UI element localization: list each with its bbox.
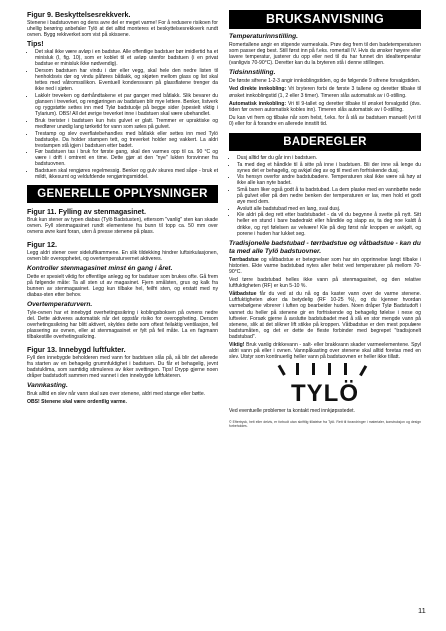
tylo-logo-icon — [250, 363, 400, 405]
direct-switch-body: Vri bryteren forbi de første 3 tallene og deretter tilbake til ønsket innkoblingstid (1, 2 eller 3 timer). Timeren slås automatisk av i 0-stilling. — [229, 86, 421, 99]
fig11-text: Bruk kun stener av typen diabas (Tylö Badstusten), ettersom "vanlig" sten kan skade ovnen. Fyll stenmagasinet rundt elementene fra bunn til topp ca. 50 mm over ovnens øvre kant foran, uten å presse stenene på plass. — [27, 217, 218, 236]
wet-sauna-lead: Våtbadstue — [229, 291, 257, 298]
fig9-text: Stenene i badstuovnen og dens avre del er meget varme! For å redusere risikoen for uhellig berøring anbefaler Tylö at det alltid monteres et beskyttelsesrekkverk rundt ovnen. Bygg rekkverket som vist på skissene. — [27, 20, 218, 39]
rules-item: • Vis hensyn overfor andre badstubadere. Temperaturen skal ikke være så høy at ikke alle kan nyte badet. — [237, 174, 421, 186]
tips-item: • Før badstuen tas i bruk for første gang, skal den varmes opp til ca. 90 °C og være i drift i omtrent en time. Dette gjør at den "nye" lukten forsvinner fra badstuovnen. — [35, 149, 218, 167]
tylo-logo-text: TYLÖ — [291, 380, 359, 406]
dry-sauna-text — [229, 257, 421, 275]
fig13-text: Fyll den innebygde beholderen med vann for badstuen slås på, så blir det allerede fra starten av en behagelig grumnfuktighet i badstuen. Du får et behagelig, jevnt badstuklima, som samtidig stimuleres av ikker svettingen. Tips! Drypp gjerne noen dråper badstudoft sammen med vannet i den innebygde luftfukteren. — [27, 354, 218, 379]
auto-switch-text — [229, 101, 421, 113]
copyright: © Eftertryck, helt eller delvis, er forbudt utan skriftlig tillatelse fra Tylö. Rett til forandringer i materialer, konstruksjon og design forbeholdes. — [229, 420, 421, 429]
right-column — [229, 10, 421, 431]
tips-list — [27, 49, 218, 180]
time-heading: Tidsinnstilling. — [229, 69, 276, 77]
control-text: Dette er spesielt viktig for offentlige anlegg og for badstuer som brukes ofte. Gå frem på følgende måte: Ta all sten ut av magasinet. Fjern smålsten, grus og kalk fra bunnen av stenmagasinet. Legg kun tilbake hel, feilfri sten, og erstatt med ny diabas-sten etter behov. — [27, 273, 218, 298]
control-heading: Kontroller stenmagasinet minst én gang i året. — [27, 264, 173, 272]
wet-sauna-body: får du ved at du nå og da kaster vann over de varme stenene. Luftfuktigheten øker da betydelig (RF 10-25 %), og du kjenner hvordan varmebølgene vibrerer i luften og bearbeider huden. Noen dråper Tylø Badstudoft i vannet du heller på stenene gir en forfriskende og behagelig følelse i nese og luftveier. Forsøk gjerne å avslutte badstubadet med å slå en stor mengde vann på stenene, slik at det slikner lift stikke på kroppen. Våtbadstue er den mest populære badstumåten, og det er dette de fleste forbinder med begrepet "tradisjonelt badstubad". — [229, 291, 421, 340]
tips-item: • Badstuen skal rengjøres regelmessig. Benker og gulv skures med såpe - bruk et mildt, ikkesurnt og veldufdende rengjøringsmiddel. — [35, 168, 218, 180]
direct-switch-lead: Ved direkte innkobling: — [229, 86, 287, 93]
dry-sauna-body: og våtbadstue er betegnelser som har sin opprinnelse langt tilbake i historien. Ekte varme badstubad nytes aller helst ved temperaturer på mellom 70-90°C. — [229, 256, 421, 275]
temp-heading: Temperaturinnstilling. — [229, 33, 298, 40]
rules-item: • Ta med deg et håndkle til å sitte på inne i badstuen. Bli der inne så lenge du synes det er behagelig, og avkjøl deg av og til med en forfriskende dusj. — [237, 162, 421, 174]
manual-text: Du kan vri frem og tilbake når som helst, f.eks. for å slå av badstuen manuelt (vri til 0) eller for å forandre en allerede innstilt tid. — [229, 114, 421, 127]
rules-item: • Kle aldri på deg rett etter badstubadet - da vil du begynne å svette på nytt. Sitt heller en stund i bare badedrakt eller håndkle og slapp av, ta deg noe kaldt å drikke, og nyt følelsen av velvære! Kle på deg først når kroppen er avkjølt, og porene i huden har lukket seg. — [237, 212, 421, 236]
tips-item: • Lakkér treveken og dørhåndtakene et par ganger med båtlakk. Slik bevarer du glansen i treverket, og rengjøringen av badstuen blir mye lettere. Benker, listverk og ryggstøtte settes inn med Tylø badstuolje på begge sider (spesielt viktig i Tylarium). OBS! All det øvrige treverket inne i badstuen skal være ubehandlet. — [35, 93, 218, 117]
dry-sauna-lead: Tørrbadstue — [229, 256, 259, 263]
auto-switch-body: Vri til 9-tallet og deretter tilbake til ønsket forvalgstid (dvs. tiden før ovnen automatisk kobles inn). Timeren slås automatisk av i 0-stilling. — [229, 100, 421, 113]
temp-text: Romertallene angir en stigende varmeskala. Prøv deg frem til den badetemperaturen som passer deg best. Still først inn på f.eks. romertall IV. Hvis du ønsker høyere eller lavere temperatur, justerer du opp eller ned til du har funnet din idealtemperatur (vanligvis 70-90°C). Deretter kan du la bryteren stå i denne stillingen. — [229, 42, 421, 67]
auto-switch-lead: Automatisk innkobling: — [229, 100, 287, 107]
left-column — [27, 10, 218, 407]
water-text: Bruk alltid en slev når vann skal søs over stenene, aldri med stange eller bøtte. — [27, 390, 206, 397]
direct-switch-text — [229, 86, 421, 98]
fig11-heading: Figur 11. Fylling av stenmagasinet. — [27, 207, 147, 217]
rules-item: • Avslutt alle badstubad med en lang, sval dusj. — [237, 206, 421, 212]
tips-item: • Dersom badstuen har vindu i dør eller vegg, skal hele den nedre listen til henholdsvis dør og vindu påføres båtlakk, og skjøten mellom glass og list skal tettes med våtromssilikon. Eventuell kondensvann på glassflatene trenger da ikke ned i sjøten. — [35, 68, 218, 92]
traditional-heading: Tradisjonelle badstubad - tørrbadstue og våtbadstue - kan du ta med alle Tylö badstuovner. — [229, 239, 421, 255]
overtemp-heading: Overtemperaturvern. — [27, 301, 93, 309]
rules-item: • Små barn liker også godt å ta badstubad. La dem plaske med en vannbøtte nede på gulvet eller på den nedre benken der temperaturen er lav, men hold et godt øye med dem. — [237, 187, 421, 205]
important-text — [229, 342, 421, 360]
tips-item: • Bruk trerister i badstuen kun hvis gulvet er glatt. Tremmer er upraktiske og medfører unødig lang tørketid for vann som søles på gulvet. — [35, 118, 218, 130]
tips-item: • Trestamp og slev overflatebehandles med båtlakk eller settes inn med Tylö badstuolje. Da holder stampen tett, og treverket holder seg vakkert. La aldri trestampen stå igjen i badstuen etter badet. — [35, 131, 218, 149]
tylo-logo — [229, 362, 421, 406]
water-heading: Vannkasting. — [27, 381, 68, 389]
instructions-banner: BRUKSANVISNING — [229, 10, 421, 29]
important-body: Bruk vanlig drikkevann - salt- eller brakkvann skader varmeelementene. Spyl aldri vann på eller i ovnen. Vannpåkasting over stenene skal alltid foretas med en slev. Utstyr som kontinuerlig heller vann på badstuovnen er heller ikke tillatt. — [229, 341, 421, 361]
page-number: 11 — [418, 606, 426, 615]
overtemp-text: Tyle-ovnen har et innebygd overhetingssikring i koblingsboksen på ovnens nedre del. Dette aktiveres automatisk når det oppstår risiko for overoppheting. Dersom overhetingssikring har blitt aktivert, skyldes dette som oftest feilaktig ventilasjon, feil plassering av ovnen, eller at stenmagasinet er fylt på feil måte. La en fagmann tilbakestille overhetingssikring. — [27, 310, 218, 341]
fig12-heading: Figur 12. — [27, 239, 57, 249]
fig12-text: Legg aldri stener over sideluftkammene. En slik tildekking hindrer luftsirkulasjonen, ovnen blir overopphetet, og overtemperaturvernet aktiveres. — [27, 249, 218, 262]
rules-banner: BADEREGLER — [229, 133, 421, 151]
important-lead: Viktig! — [229, 341, 245, 348]
fig9-heading: Figur 9. Beskyttelsesrekkverk. — [27, 10, 131, 19]
time-text: De første sifrene 1-2-3 angir innkoblingstiden, og de følgende 9 sifrene forvalgstiden. — [229, 78, 421, 85]
tips-heading: Tips! — [27, 41, 44, 49]
footnote: Ved eventuelle problemer ta kontakt med innkjøpsstedet. — [229, 408, 355, 415]
general-info-banner: GENERELLE OPPLYSNINGER — [27, 185, 218, 203]
fig13-heading: Figur 13. Innebygd luftfukter. — [27, 344, 126, 354]
water-note: OBS! Stenene skal være ordentlig varme. — [27, 399, 127, 406]
rules-list — [229, 155, 421, 237]
tips-item: • Det skal ikke være avløp i en badstue. Alle offentlige badstuer bør imidlertid ha et minisluk (I, fig. 10), som er koblet til et avløp utenfor badstuen (i en privat badstue er minisluk ikke nødvendig). — [35, 49, 218, 67]
dry-sauna-text-2: Ved tørre badstubad helles ikke vann på stenmagasinet, og den relative luftfuktigheten (RF) er kun 5-10 %. — [229, 277, 421, 290]
rules-item: • Dusj alltid før du går inn i badstuen. — [237, 155, 421, 161]
wet-sauna-text — [229, 291, 421, 340]
